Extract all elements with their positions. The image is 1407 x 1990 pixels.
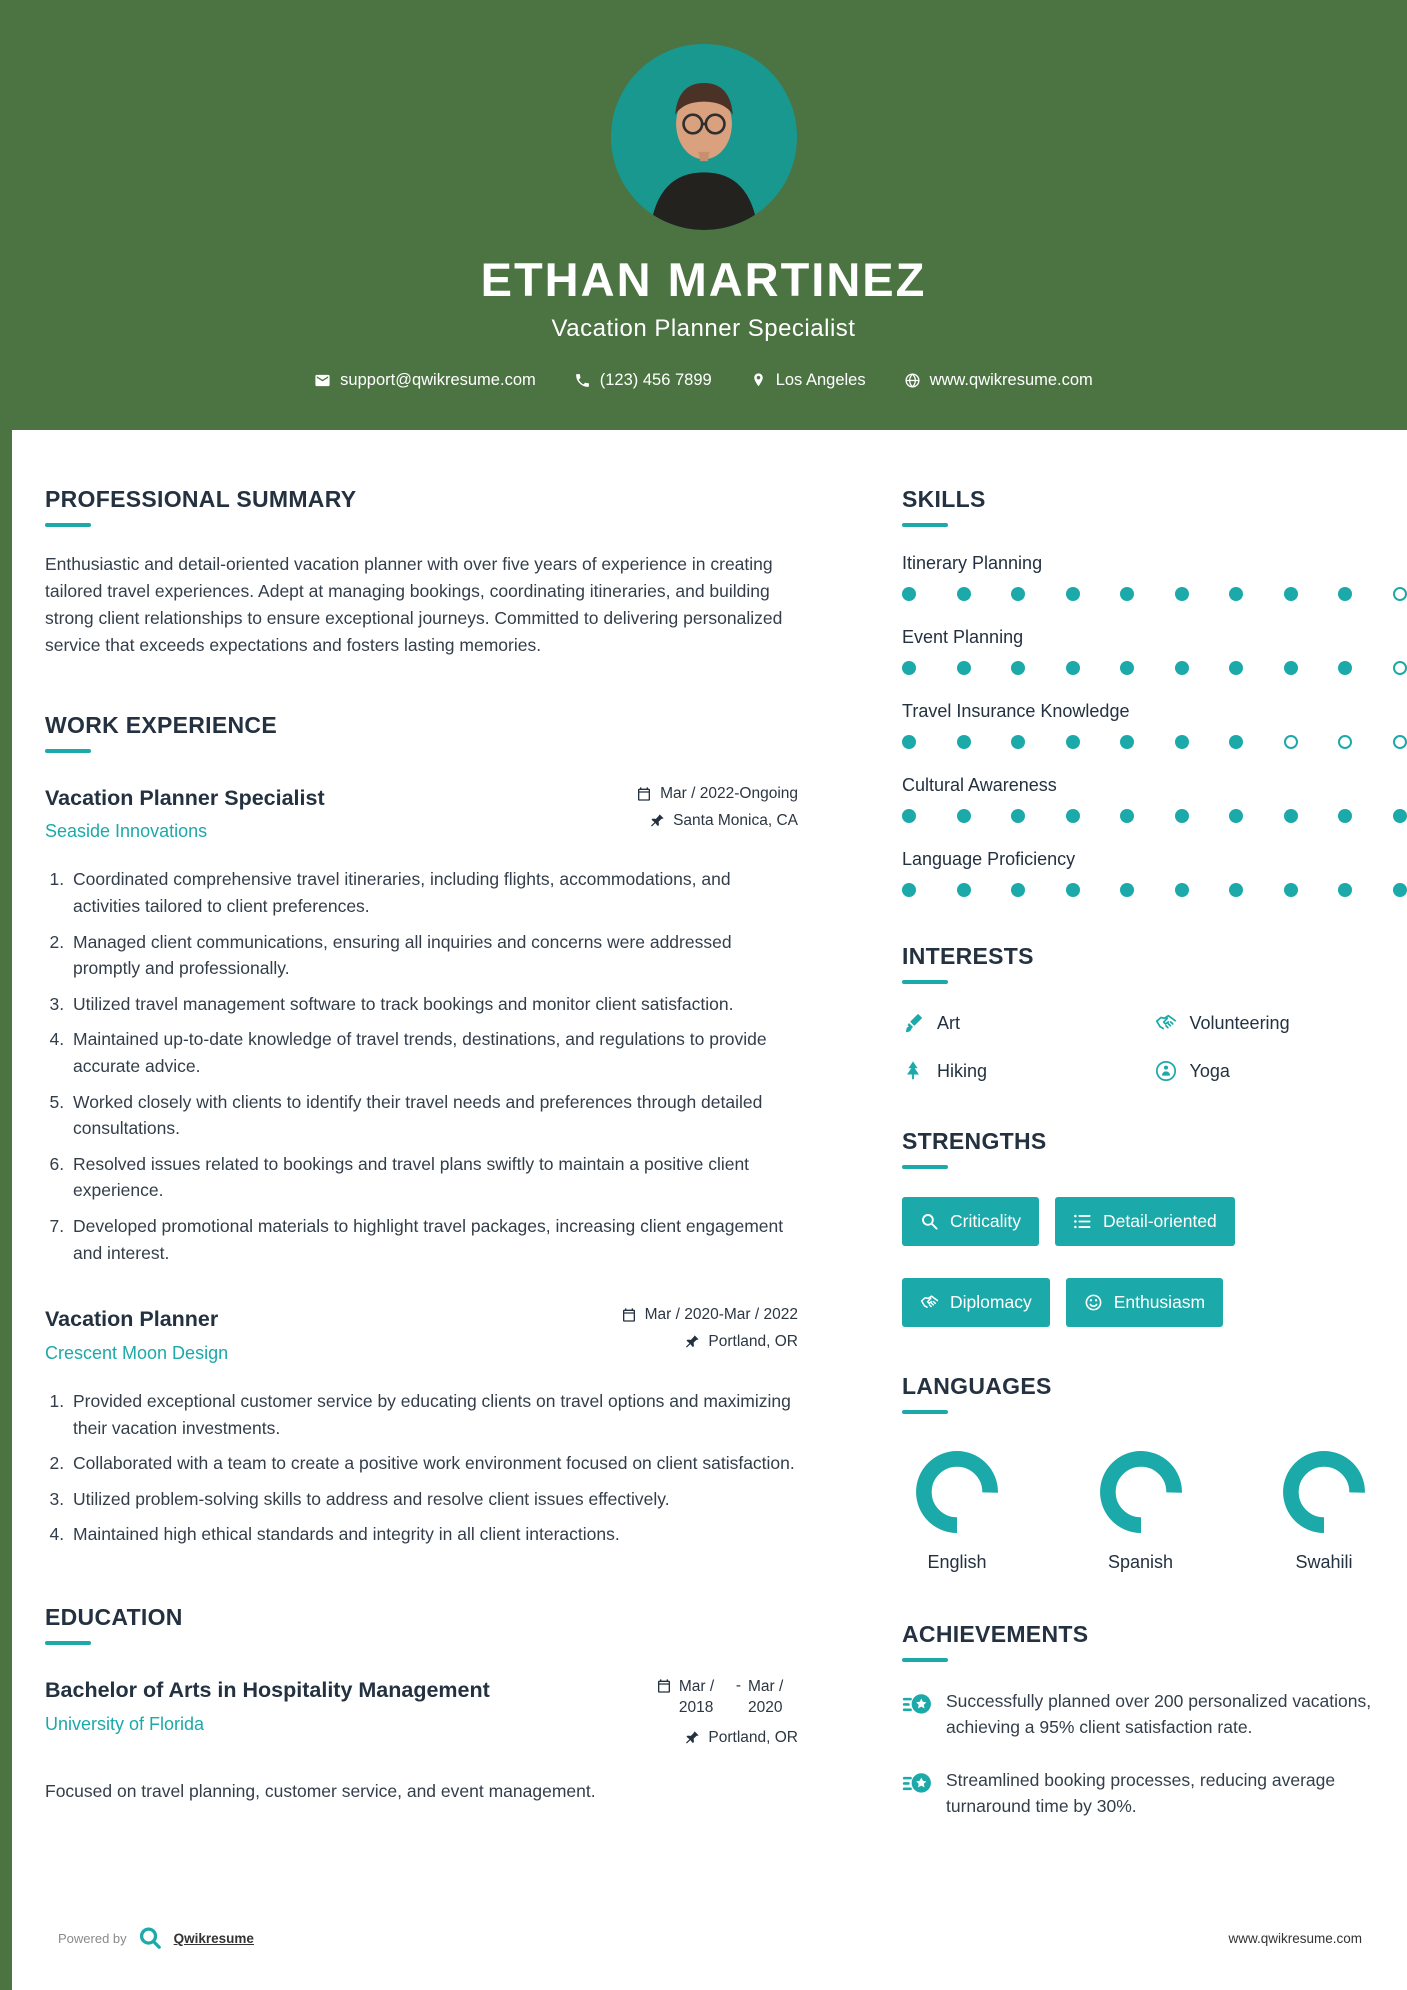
education-school: University of Florida [45,1714,205,1734]
contact-location [750,371,866,390]
heading-accent-line [902,1165,948,1169]
heading-accent-line [902,523,948,527]
section-interests [902,943,1407,1082]
interests-heading: INTERESTS [902,943,1034,969]
section-languages [902,1373,1407,1573]
skill-dot-empty [1393,587,1407,601]
interest-label: Art [937,1012,961,1033]
smiley-icon [1084,1293,1103,1312]
contact-website[interactable] [904,371,1093,390]
contact-phone[interactable] [574,371,712,390]
right-column [902,486,1407,1819]
skill-dot-filled [1229,587,1243,601]
language-arc [1095,1446,1187,1538]
calendar-icon [621,1307,637,1323]
job-bullet: 6. Resolved issues related to bookings and travel plans swiftly to maintain a positive client experience. [69,1151,798,1204]
skill-dot-filled [957,809,971,823]
achievements-heading: ACHIEVEMENTS [902,1621,1089,1647]
strength-label: Detail-oriented [1102,1211,1217,1231]
education-degree: Bachelor of Arts in Hospitality Management [45,1678,490,1703]
map-pin-icon [750,372,767,389]
language-name: English [927,1552,987,1572]
job-company: Crescent Moon Design [45,1343,229,1364]
left-column [45,486,798,1819]
skill-dot-filled [1066,661,1080,675]
paintbrush-icon [902,1012,924,1034]
job-title: Vacation Planner Specialist [45,785,325,810]
heading-accent-line [902,1410,948,1414]
interest-label: Volunteering [1189,1012,1290,1033]
skill-dot-filled [902,661,916,675]
powered-by-label: Powered by [58,1931,127,1946]
language-name: Swahili [1295,1552,1353,1572]
education-location [656,1729,798,1747]
skill-dot-filled [1393,809,1407,823]
badge-star-icon [902,1690,932,1720]
interest-item [902,1012,1155,1034]
achievement-item [902,1767,1407,1820]
skill-dot-filled [1175,735,1189,749]
skill-dot-filled [957,883,971,897]
education-heading: EDUCATION [45,1604,183,1631]
skill-name: Cultural Awareness [902,775,1057,795]
skill-item [902,701,1407,749]
heading-accent-line [45,523,91,527]
job-bullet-list [45,866,798,1266]
skill-dot-filled [1120,883,1134,897]
skill-name: Event Planning [902,627,1024,647]
education-description: Focused on travel planning, customer service, and event management. [45,1780,596,1801]
handshake-icon [1155,1012,1177,1034]
language-item [1086,1446,1196,1573]
skill-item [902,849,1407,897]
badge-star-icon [902,1769,932,1799]
person-circle-icon [1155,1060,1177,1082]
qwikresume-brand-link[interactable]: Qwikresume [173,1931,254,1946]
summary-text: Enthusiastic and detail-oriented vacation planner with over five years of experience in creating tailored travel experiences. Adept at managing bookings, coordinating itineraries, and building strong client relationships to ensure exceptional journeys. Committed to delivering personalized service that exceeds expectations and fosters lasting memories. [45,554,783,656]
skill-dot-empty [1393,735,1407,749]
globe-icon [904,372,921,389]
skill-dot-filled [1066,735,1080,749]
section-achievements [902,1621,1407,1819]
section-strengths [902,1128,1407,1327]
job-bullet-list [45,1388,798,1548]
pushpin-icon [649,813,665,829]
job-title: Vacation Planner [45,1307,219,1332]
header-banner [0,0,1407,430]
job-entry [45,785,798,1267]
interest-label: Yoga [1189,1060,1230,1081]
skill-name: Itinerary Planning [902,553,1043,573]
education-location-text: Portland, OR [708,1728,798,1746]
achievement-text: Streamlined booking processes, reducing average turnaround time by 30%. [946,1769,1336,1816]
interest-item [902,1060,1155,1082]
strengths-heading: STRENGTHS [902,1128,1047,1154]
skills-heading: SKILLS [902,486,986,512]
skill-dot-filled [1229,661,1243,675]
pushpin-icon [684,1730,700,1746]
job-location-text: Santa Monica, CA [673,811,798,829]
job-date-text: Mar / 2020-Mar / 2022 [644,1306,798,1324]
job-bullet: 1. Coordinated comprehensive travel itineraries, including flights, accommodations, and activities tailored to client preferences. [69,866,798,919]
person-job-title: Vacation Planner Specialist [551,315,856,342]
skill-dot-filled [1066,587,1080,601]
skill-dot-filled [902,809,916,823]
skill-dot-filled [1284,661,1298,675]
contact-email[interactable] [314,371,536,390]
skill-dot-filled [902,883,916,897]
education-date-start: Mar / 2018 [678,1678,715,1716]
heading-accent-line [45,1641,91,1645]
skill-dot-filled [1284,587,1298,601]
skill-rating-dots [902,587,1407,601]
calendar-icon [656,1678,672,1694]
envelope-icon [314,372,331,389]
skill-dot-filled [1011,809,1025,823]
skill-dot-filled [1229,809,1243,823]
content-area [0,430,1407,1819]
language-item [902,1446,1012,1573]
job-bullet: 2. Managed client communications, ensuring all inquiries and concerns were addressed promptly and professionally. [69,929,798,982]
heading-accent-line [902,980,948,984]
job-location [636,812,798,830]
skill-dot-filled [957,661,971,675]
skill-rating-dots [902,735,1407,749]
list-icon [1073,1212,1092,1231]
achievement-item [902,1688,1407,1741]
contact-phone-text: (123) 456 7899 [599,371,712,389]
education-entry [45,1677,798,1805]
achievement-text: Successfully planned over 200 personalized vacations, achieving a 95% client satisfaction rate. [946,1691,1372,1738]
skill-dot-empty [1393,661,1407,675]
skill-dot-filled [1120,661,1134,675]
job-bullet: 4. Maintained up-to-date knowledge of travel trends, destinations, and regulations to provide accurate advice. [69,1026,798,1079]
skill-dot-filled [1284,809,1298,823]
avatar [611,44,797,230]
language-arc [911,1446,1003,1538]
job-entry [45,1306,798,1548]
education-dates [656,1677,798,1719]
job-bullet: 1. Provided exceptional customer service by educating clients on travel options and maximizing their vacation investments. [69,1388,798,1441]
heading-accent-line [45,749,91,753]
job-bullet: 5. Worked closely with clients to identify their travel needs and preferences through detailed consultations. [69,1089,798,1142]
skill-dot-filled [1120,735,1134,749]
person-name: ETHAN MARTINEZ [480,253,927,306]
job-location [621,1333,798,1351]
strength-chip [1066,1278,1223,1327]
skill-dot-filled [1066,883,1080,897]
summary-heading: PROFESSIONAL SUMMARY [45,486,357,512]
contact-website-text: www.qwikresume.com [929,371,1093,389]
job-bullet: 3. Utilized problem-solving skills to address and resolve client issues effectively. [69,1486,798,1513]
skill-item [902,627,1407,675]
job-date [636,785,798,803]
strength-chip [902,1278,1050,1327]
skill-rating-dots [902,883,1407,897]
job-company: Seaside Innovations [45,821,208,842]
job-bullet: 2. Collaborated with a team to create a positive work environment focused on client satisfaction. [69,1450,798,1477]
skill-name: Travel Insurance Knowledge [902,701,1130,721]
section-work-experience [45,712,798,1549]
profile-photo [611,44,797,230]
section-education [45,1604,798,1805]
skill-dot-filled [1175,587,1189,601]
skill-dot-empty [1338,735,1352,749]
contact-row [0,371,1407,390]
skill-dot-filled [1175,661,1189,675]
skill-dot-filled [957,735,971,749]
skill-dot-filled [902,587,916,601]
pushpin-icon [684,1334,700,1350]
skill-dot-filled [1393,883,1407,897]
strength-chip [902,1197,1039,1246]
education-date-separator: - [735,1677,741,1695]
section-skills [902,486,1407,897]
skill-dot-filled [1011,587,1025,601]
phone-icon [574,372,591,389]
experience-heading: WORK EXPERIENCE [45,711,277,738]
job-bullet: 4. Maintained high ethical standards and integrity in all client interactions. [69,1521,798,1548]
skill-dot-filled [1011,883,1025,897]
skill-dot-filled [1066,809,1080,823]
interest-item [1155,1060,1407,1082]
skill-dot-filled [1120,587,1134,601]
job-bullet: 7. Developed promotional materials to highlight travel packages, increasing client engagement and interest. [69,1213,798,1266]
skill-dot-filled [1338,661,1352,675]
contact-location-text: Los Angeles [775,371,866,389]
skill-dot-filled [1011,661,1025,675]
handshake-icon [920,1293,939,1312]
skill-dot-filled [1229,735,1243,749]
skill-name: Language Proficiency [902,849,1076,869]
skill-dot-filled [1011,735,1025,749]
section-professional-summary [45,486,798,660]
job-location-text: Portland, OR [708,1333,798,1351]
strength-label: Enthusiasm [1113,1292,1206,1312]
skill-dot-filled [1338,883,1352,897]
strength-label: Diplomacy [950,1292,1032,1312]
strength-chip [1055,1197,1235,1246]
language-item [1269,1446,1379,1573]
contact-email-text: support@qwikresume.com [340,371,536,389]
calendar-icon [636,786,652,802]
education-date-end: Mar / 2020 [748,1678,784,1716]
skill-dot-filled [1338,809,1352,823]
pine-tree-icon [902,1060,924,1082]
skill-rating-dots [902,809,1407,823]
job-date-text: Mar / 2022-Ongoing [660,784,798,802]
skill-rating-dots [902,661,1407,675]
qwikresume-logo-icon [137,1925,164,1952]
skill-dot-filled [1229,883,1243,897]
skill-dot-filled [1175,883,1189,897]
skill-dot-filled [1175,809,1189,823]
skill-dot-filled [1338,587,1352,601]
interest-item [1155,1012,1407,1034]
heading-accent-line [902,1658,948,1662]
skill-item [902,553,1407,601]
job-bullet: 3. Utilized travel management software to track bookings and monitor client satisfaction. [69,991,798,1018]
skill-dot-filled [902,735,916,749]
skill-dot-filled [957,587,971,601]
skill-item [902,775,1407,823]
language-arc [1278,1446,1370,1538]
interest-label: Hiking [937,1060,988,1081]
skill-dot-filled [1284,883,1298,897]
magnifier-icon [920,1212,939,1231]
job-date [621,1306,798,1324]
strength-label: Criticality [950,1211,1021,1231]
skill-dot-filled [1120,809,1134,823]
language-name: Spanish [1107,1552,1174,1572]
footer-website-link[interactable]: www.qwikresume.com [1228,1931,1362,1946]
skill-dot-empty [1284,735,1298,749]
footer [58,1925,1362,1952]
languages-heading: LANGUAGES [902,1373,1052,1399]
